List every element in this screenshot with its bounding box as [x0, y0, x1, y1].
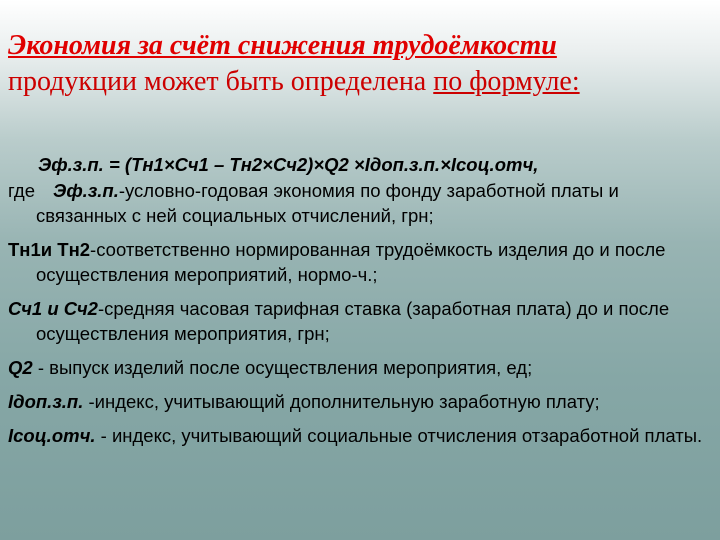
slide-title	[8, 28, 713, 100]
formula: Эф.з.п. = (Тн1×Сч1 – Тн2×Сч2)×Q2 ×Iдоп.з.п.×Iсоц.отч,	[38, 154, 539, 175]
definition-item	[8, 237, 714, 287]
definition-text: -условно-годовая экономия по фонду заработной платы и связанных с ней социальных отчислений, грн;	[36, 180, 619, 226]
definition-term: Iсоц.отч.	[8, 425, 96, 446]
definition-text: -индекс, учитывающий дополнительную заработную плату;	[83, 391, 600, 412]
definition-term: Iдоп.з.п.	[8, 391, 84, 412]
definition-term: Эф.з.п.	[53, 180, 119, 201]
definition-term: Тн1и Тн2	[8, 239, 91, 260]
definition-item	[8, 296, 714, 346]
title-formula-link: по формуле:	[433, 66, 580, 97]
definition-text: - индекс, учитывающий социальные отчисления отзаработной платы.	[95, 425, 703, 446]
definitions-list	[8, 178, 714, 457]
definition-text: - выпуск изделий после осуществления мероприятия, ед;	[32, 357, 533, 378]
title-text: продукции может быть определена	[8, 66, 434, 97]
definition-item	[8, 389, 714, 414]
definition-text: -средняя часовая тарифная ставка (заработная плата) до и после осуществления мероприятия, грн;	[36, 298, 670, 344]
definition-item	[8, 423, 714, 448]
definition-term: Q2	[8, 357, 33, 378]
title-emphasis: Экономия за счёт снижения трудоёмкости	[8, 30, 557, 61]
definition-item	[8, 355, 714, 380]
definition-prefix: где	[8, 180, 36, 201]
definition-term: Сч1 и Сч2	[8, 298, 98, 319]
definition-item	[8, 178, 714, 228]
definition-text: -соответственно нормированная трудоёмкость изделия до и после осуществления мероприятий, нормо-ч.;	[36, 239, 666, 285]
